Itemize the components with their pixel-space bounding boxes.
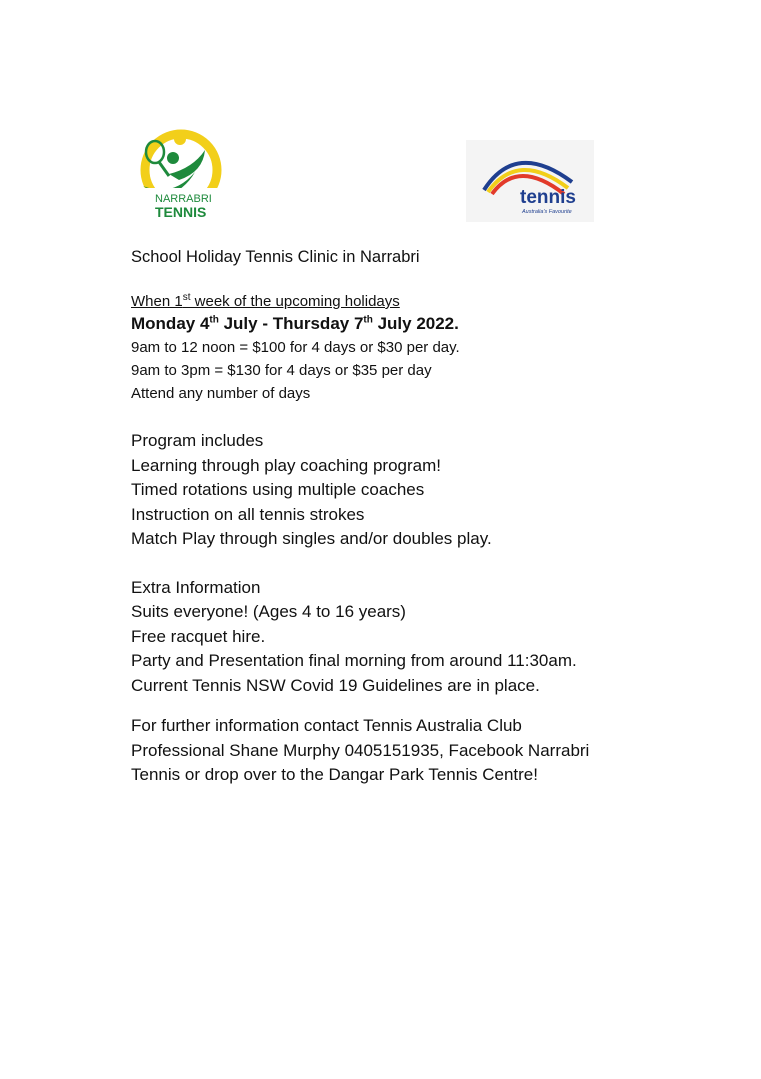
- extra-item: Party and Presentation final morning from around 11:30am.: [131, 651, 577, 670]
- tennis-australia-emblem: [466, 140, 594, 222]
- program-item: Match Play through singles and/or doubles play.: [131, 529, 492, 548]
- dates-sup: th: [363, 314, 373, 326]
- pricing-line: 9am to 3pm = $130 for 4 days or $35 per day: [131, 362, 432, 379]
- logo-line-tennis: TENNIS: [155, 204, 207, 220]
- flyer-body: [131, 246, 691, 788]
- logo-tagline: Australia's Favourite: [522, 209, 572, 215]
- extra-section: [131, 576, 691, 699]
- dates-part: July - Thursday 7: [218, 314, 364, 333]
- contact-line: Professional Shane Murphy 0405151935, Facebook Narrabri: [131, 740, 590, 760]
- racquet-handle: [159, 162, 169, 176]
- extra-heading: Extra Information: [131, 577, 261, 597]
- extra-item: Free racquet hire.: [131, 626, 266, 646]
- program-section: [131, 429, 691, 552]
- pricing-line: 9am to 12 noon = $100 for 4 days or $30 per day.: [131, 339, 460, 356]
- program-item: Instruction on all tennis strokes: [131, 504, 365, 524]
- narrabri-tennis-logo: [133, 128, 229, 224]
- tennis-australia-logo: [466, 140, 594, 222]
- pricing-list: [131, 336, 691, 405]
- contact-section: [131, 714, 691, 788]
- pricing-line: Attend any number of days: [131, 385, 311, 402]
- program-item: Learning through play coaching program!: [131, 455, 441, 475]
- player-head: [167, 152, 179, 164]
- flyer-heading: School Holiday Tennis Clinic in Narrabri: [131, 248, 420, 266]
- dates-line: [131, 312, 691, 336]
- logo-word-tennis: tennis: [520, 187, 576, 208]
- logo-line-narrabri: NARRABRI: [155, 193, 212, 205]
- tennis-ball: [174, 133, 186, 145]
- dates-part: July 2022.: [372, 314, 459, 333]
- when-text-rest: week of the upcoming holidays: [190, 293, 400, 310]
- extra-item: Suits everyone! (Ages 4 to 16 years): [131, 602, 406, 621]
- extra-item: Current Tennis NSW Covid 19 Guidelines are in place.: [131, 675, 540, 695]
- program-item: Timed rotations using multiple coaches: [131, 480, 425, 499]
- contact-line: For further information contact Tennis Australia Club: [131, 716, 522, 735]
- when-sup: st: [182, 292, 191, 303]
- program-heading: Program includes: [131, 431, 264, 450]
- when-line: [131, 292, 691, 312]
- dates-part: Monday 4: [131, 314, 210, 333]
- narrabri-tennis-emblem: [133, 128, 229, 224]
- when-text: When 1: [131, 293, 183, 310]
- dates-sup: th: [209, 314, 219, 326]
- contact-line: Tennis or drop over to the Dangar Park Tennis Centre!: [131, 765, 538, 784]
